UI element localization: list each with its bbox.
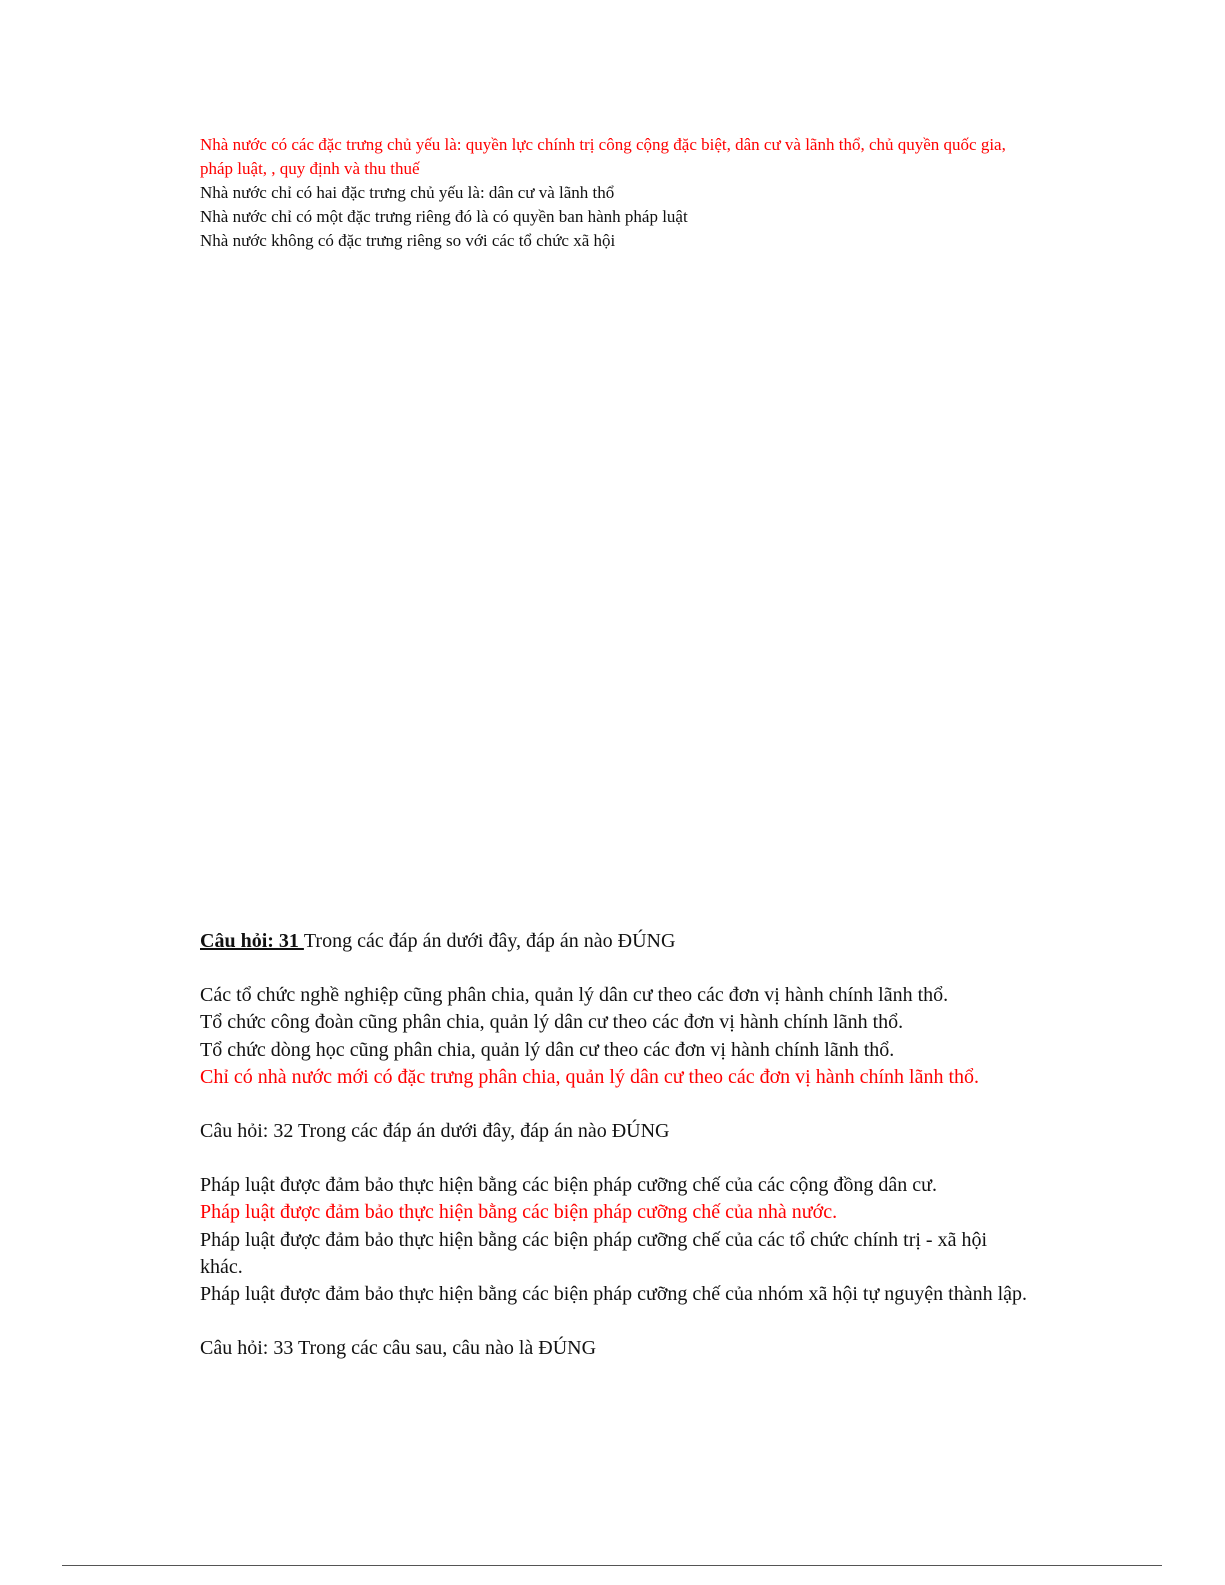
answer-option: Pháp luật được đảm bảo thực hiện bằng các biện pháp cưỡng chế của nhóm xã hội tự nguyện thành lập. [200,1283,1028,1306]
answer-option: Tổ chức công đoàn cũng phân chia, quản lý dân cư theo các đơn vị hành chính lãnh thổ. [200,1011,904,1034]
answer-options-block [200,133,1030,253]
question-31-label: Câu hỏi: 31 [200,930,304,952]
page-bottom-divider [62,1565,1162,1566]
questions-block [200,928,1030,1362]
question-31-prompt: Trong các đáp án dưới đây, đáp án nào ĐÚNG [303,930,676,952]
answer-option: Pháp luật được đảm bảo thực hiện bằng các biện pháp cưỡng chế của các cộng đồng dân cư. [200,1174,938,1197]
question-33-heading: Câu hỏi: 33 Trong các câu sau, câu nào là ĐÚNG [200,1337,597,1360]
answer-option: Nhà nước không có đặc trưng riêng so với các tổ chức xã hội [200,231,616,250]
answer-option-correct: Pháp luật được đảm bảo thực hiện bằng các biện pháp cưỡng chế của nhà nước. [200,1201,838,1224]
answer-option: Nhà nước chỉ có một đặc trưng riêng đó là có quyền ban hành pháp luật [200,207,688,226]
question-32-heading: Câu hỏi: 32 Trong các đáp án dưới đây, đáp án nào ĐÚNG [200,1120,670,1143]
answer-option: Tổ chức dòng học cũng phân chia, quản lý dân cư theo các đơn vị hành chính lãnh thổ. [200,1038,895,1061]
answer-option: Nhà nước chỉ có hai đặc trưng chủ yếu là: dân cư và lãnh thổ [200,183,615,202]
question-31-heading [200,928,1030,955]
answer-option: Pháp luật được đảm bảo thực hiện bằng các biện pháp cưỡng chế của các tổ chức chính trị - xã hội khác. [200,1228,988,1278]
answer-option: Các tổ chức nghề nghiệp cũng phân chia, quản lý dân cư theo các đơn vị hành chính lãnh thổ. [200,984,949,1007]
answer-option-correct: Chỉ có nhà nước mới có đặc trưng phân chia, quản lý dân cư theo các đơn vị hành chính lãnh thổ. [200,1065,980,1088]
answer-option-correct: Nhà nước có các đặc trưng chủ yếu là: quyền lực chính trị công cộng đặc biệt, dân cư và lãnh thổ, chủ quyền quốc gia, pháp luật, , quy định và thu thuế [200,135,1006,178]
